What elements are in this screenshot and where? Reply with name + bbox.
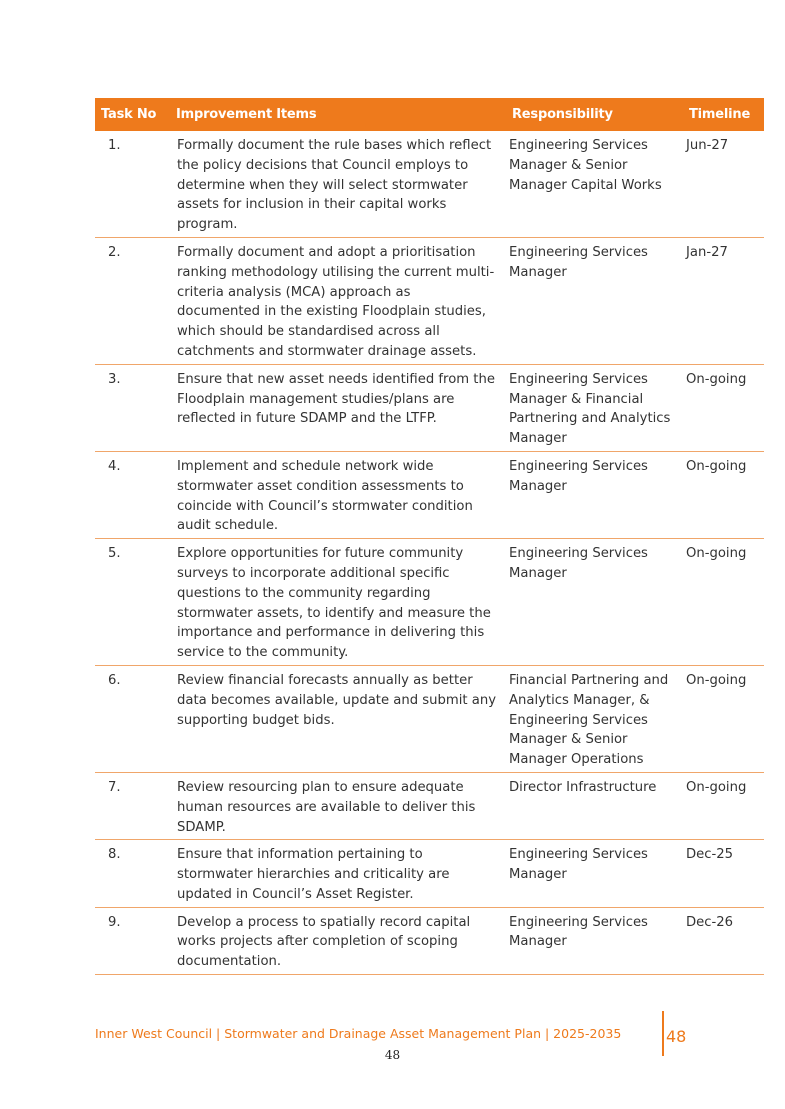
footer-page-number: 48 [666, 1027, 687, 1046]
responsibility: Financial Partnering and Analytics Manager, & Engineering Services Manager & Senior Manager Operations [506, 665, 683, 772]
timeline: Dec-26 [683, 907, 764, 974]
task-number: 8. [95, 840, 170, 907]
improvement-item: Ensure that information pertaining to stormwater hierarchies and criticality are updated in Council’s Asset Register. [170, 840, 506, 907]
task-number: 6. [95, 665, 170, 772]
improvement-item: Review resourcing plan to ensure adequate human resources are available to deliver this SDAMP. [170, 772, 506, 839]
timeline: On-going [683, 665, 764, 772]
responsibility: Engineering Services Manager [506, 539, 683, 666]
task-number: 3. [95, 364, 170, 451]
improvement-item: Explore opportunities for future community surveys to incorporate additional specific questions to the community regarding stormwater assets, to identify and measure the importance and performance in delivering this service to the community. [170, 539, 506, 666]
responsibility: Engineering Services Manager [506, 840, 683, 907]
timeline: Dec-25 [683, 840, 764, 907]
table-row [95, 451, 764, 538]
timeline: On-going [683, 539, 764, 666]
task-number: 1. [95, 131, 170, 237]
task-number: 5. [95, 539, 170, 666]
responsibility: Engineering Services Manager [506, 451, 683, 538]
page-number: 48 [384, 1048, 401, 1062]
header-responsibility: Responsibility [506, 98, 683, 131]
task-number: 4. [95, 451, 170, 538]
header-task-no: Task No [95, 98, 170, 131]
table-row [95, 665, 764, 772]
table-header-row [95, 98, 764, 131]
table-row [95, 840, 764, 907]
improvement-item: Formally document the rule bases which reflect the policy decisions that Council employs to determine when they will select stormwater assets for inclusion in their capital works program. [170, 131, 506, 237]
task-number: 9. [95, 907, 170, 974]
improvement-item: Review financial forecasts annually as better data becomes available, update and submit any supporting budget bids. [170, 665, 506, 772]
improvement-item: Formally document and adopt a prioritisation ranking methodology utilising the current multi-criteria analysis (MCA) approach as documented in the existing Floodplain studies, which should be standardised across all catchments and stormwater drainage assets. [170, 237, 506, 364]
responsibility: Engineering Services Manager & Senior Manager Capital Works [506, 131, 683, 237]
improvement-item: Develop a process to spatially record capital works projects after completion of scoping documentation. [170, 907, 506, 974]
responsibility: Engineering Services Manager [506, 237, 683, 364]
table-row [95, 907, 764, 974]
table-row [95, 772, 764, 839]
improvement-item: Ensure that new asset needs identified from the Floodplain management studies/plans are reflected in future SDAMP and the LTFP. [170, 364, 506, 451]
table-row [95, 539, 764, 666]
responsibility: Engineering Services Manager [506, 907, 683, 974]
improvement-item: Implement and schedule network wide stormwater asset condition assessments to coincide with Council’s stormwater condition audit schedule. [170, 451, 506, 538]
header-improvement-items: Improvement Items [170, 98, 506, 131]
timeline: Jun-27 [683, 131, 764, 237]
task-number: 7. [95, 772, 170, 839]
timeline: Jan-27 [683, 237, 764, 364]
improvement-plan-table [95, 98, 764, 975]
responsibility: Director Infrastructure [506, 772, 683, 839]
task-number: 2. [95, 237, 170, 364]
header-timeline: Timeline [683, 98, 764, 131]
responsibility: Engineering Services Manager & Financial Partnering and Analytics Manager [506, 364, 683, 451]
table-row [95, 131, 764, 237]
footer-title: Inner West Council | Stormwater and Drainage Asset Management Plan | 2025-2035 [95, 1026, 622, 1041]
table-row [95, 364, 764, 451]
table-row [95, 237, 764, 364]
timeline: On-going [683, 772, 764, 839]
timeline: On-going [683, 364, 764, 451]
timeline: On-going [683, 451, 764, 538]
